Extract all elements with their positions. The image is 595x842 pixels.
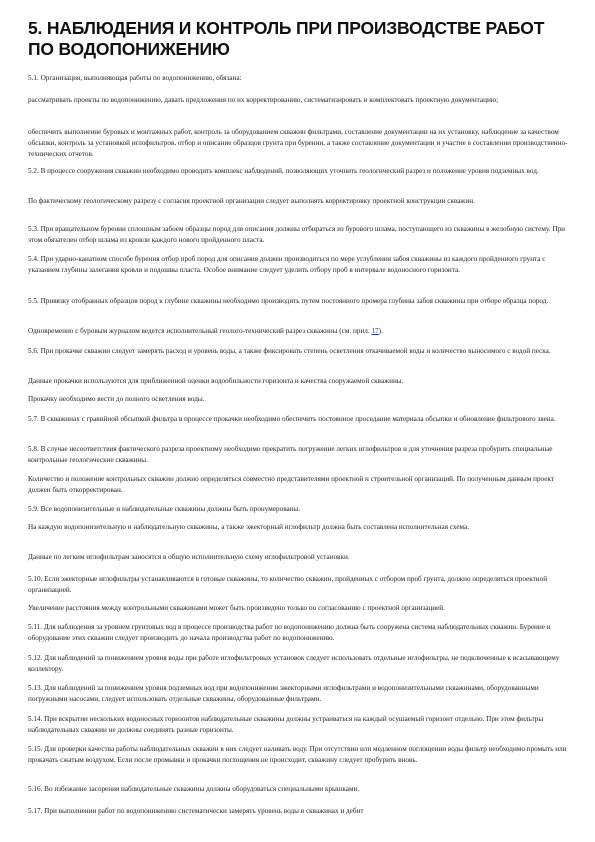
paragraph: 5.5. Привязку отобранных образцов пород к глубине скважины необходимо производить путем постоянного промера глубины забоя скважины при отборе образца пород. [28, 297, 549, 305]
paragraph: 5.1. Организация, выполняющая работы по водопонижению, обязана: [28, 74, 242, 82]
paragraph: 5.3. При вращательном бурении сплошным забоем образцы пород для описания должны отбираться из бурового шлама, поступающего из скважины в желобную систему. При этом обязателен отбор шлама из кровли каждого нового пройденного пласта. [28, 225, 566, 244]
paragraph: Прокачку необходимо вести до полного осветления воды. [28, 395, 205, 403]
paragraph: 5.8. В случае несоответствия фактического разреза проектному необходимо прекратить погружение легких иглофильтров и для уточнения разреза пробурить специальные контрольные геологические скважины. [28, 445, 553, 464]
paragraph-appendix-ref: Одновременно с буровым журналом ведется исполнительный геолого-технический разрез скважины (см. прил. 17). [28, 327, 383, 335]
paragraph: 5.9. Все водопонизительные и наблюдательные скважины должны быть пронумерованы. [28, 505, 301, 513]
paragraph: 5.2. В процессе сооружения скважин необходимо проводить комплекс наблюдений, позволяющих уточнить геологический разрез и положение уровня подземных вод. [28, 167, 539, 175]
paragraph: рассматривать проекты по водопонижению, давать предложения по их корректированию, систематизировать и комплектовать проектную документацию; [28, 96, 499, 104]
paragraph: 5.4. При ударно-канатном способе бурения отбор проб пород для описания должен производиться по мере углубления забоя скважины из каждого пройденного грунта с указанием глубины залегания кровли и подошвы пласта. Особое внимание следует уделить отбору проб в интервале водоносного горизонта. [28, 255, 546, 274]
paragraph: На каждую водопонизительную и наблюдательную скважины, а также эжекторный иглофильтр должна быть составлена исполнительная схема. [28, 523, 470, 531]
paragraph: 5.10. Если эжекторные иглофильтры устанавливаются в готовые скважины, то количество скважин, пройденных с отбором проб грунта, должно определяться проектной организацией. [28, 575, 548, 594]
paragraph: Данные по легким иглофильтрам заносятся в общую исполнительную схему иглофильтровой установки. [28, 553, 350, 561]
paragraph: обеспечить выполнение буровых и монтажных работ, контроль за оборудованием скважин фильтрами, составление документации на их установку, наблюдение за качеством обсыпки, контроль за установкой иглофильтров, отбор и описание образцов грунта при бурении, а также составление документации и участие в составлении производственно-технических отчетов. [28, 128, 568, 158]
paragraph: 5.11. Для наблюдения за уровнем грунтовых вод в процессе производства работ по водопонижению должна быть сооружена система наблюдательных скважин. Бурение и оборудование этих скважин следует производить до начала производства работ по водопонижению. [28, 623, 551, 642]
appendix-17-link[interactable]: 17 [371, 327, 379, 335]
paragraph: Увеличение расстояния между контрольными скважинами может быть произведено только по согласованию с проектной организацией. [28, 604, 445, 612]
paragraph: 5.15. Для проверки качества работы наблюдательных скважин в них следует наливать воду. При отсутствии или медленном поглощении воды фильтр необходимо промыть или прокачать сжатым воздухом. Если после промывки и прокачки поглощения не происходит, скважину следует пробурить вновь. [28, 745, 567, 764]
paragraph: 5.7. В скважинах с гравийной обсыпкой фильтра в процессе прокачки необходимо обеспечить постоянное проседание материала обсыпки и обновление фильтрового звена. [28, 415, 556, 423]
paragraph: 5.6. При прокачке скважин следует замерять расход и уровень воды, а также фиксировать степень осветления откачиваемой воды и количество выносимого с водой песка. [28, 347, 551, 355]
paragraph: Количество и положение контрольных скважин должно определяться совместно представителями проектной и строительной организаций. По полученным данным проект должен быть откорректирован. [28, 475, 554, 494]
page-title: 5. НАБЛЮДЕНИЯ И КОНТРОЛЬ ПРИ ПРОИЗВОДСТВЕ РАБОТ ПО ВОДОПОНИЖЕНИЮ [28, 18, 545, 59]
paragraph: 5.14. При вскрытии нескольких водоносных горизонтов наблюдательные скважины должны устраиваться на каждый осушаемый горизонт отдельно. При этом фильтры наблюдательных скважин не должны соединять разные горизонты. [28, 715, 544, 734]
paragraph: 5.12. Для наблюдений за понижением уровня воды при работе иглофильтровых установок следует использовать отдельные иглофильтры, не подключенные к всасывающему коллектору. [28, 654, 560, 673]
paragraph: По фактическому геологическому разрезу с согласия проектной организации следует выполнять корректировку проектной конструкции скважин. [28, 197, 475, 205]
paragraph-text: Одновременно с буровым журналом ведется исполнительный геолого-технический разрез скважины (см. прил. [28, 327, 372, 335]
paragraph: 5.13. Для наблюдений за понижением уровня подземных вод при водопонижении эжекторными иглофильтрами и водопонизительными скважинами, оборудованными погружными насосами, следует использовать отдельные скважины, оборудованные фильтрами. [28, 684, 539, 703]
paragraph: 5.17. При выполнении работ по водопонижению систематически замерять уровень воды в скважинах и дебит [28, 807, 364, 815]
paragraph: 5.16. Во избежание засорения наблюдательные скважины должны оборудоваться специальными крышками. [28, 785, 360, 793]
paragraph: Данные прокачки используются для приближенной оценки водообильности горизонта и качества сооружаемой скважины. [28, 377, 404, 385]
